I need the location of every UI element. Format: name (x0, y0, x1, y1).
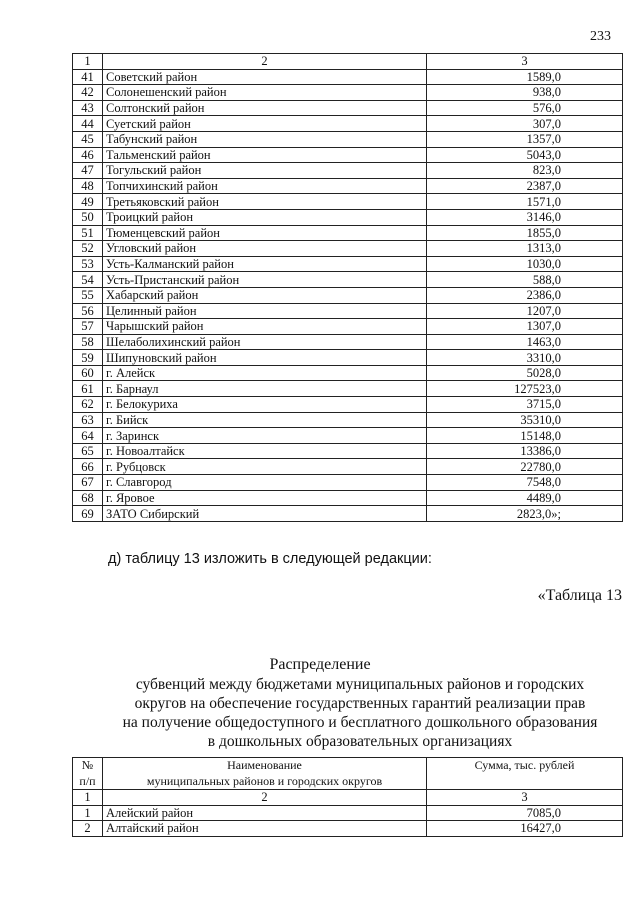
subtitle-line: в дошкольных образовательных организациях (207, 733, 513, 750)
row-number-cell: 61 (73, 381, 103, 397)
table-row (73, 163, 623, 179)
row-number-cell: 52 (73, 241, 103, 257)
row-number-cell: 63 (73, 412, 103, 428)
table-row (73, 241, 623, 257)
table-row (73, 428, 623, 444)
municipality-name-cell: Троицкий район (103, 209, 427, 225)
distribution-table (72, 757, 623, 837)
distribution-title: Распределение (269, 656, 371, 673)
municipality-name-cell: Усть-Калманский район (103, 256, 427, 272)
municipality-name-cell: Алейский район (103, 805, 427, 821)
header-number-cell (73, 758, 103, 790)
amount-cell: 1571,0 (427, 194, 623, 210)
table-row (73, 805, 623, 821)
table-row (73, 116, 623, 132)
amount-cell: 576,0 (427, 100, 623, 116)
municipality-name-cell: г. Славгород (103, 475, 427, 491)
amount-cell: 3715,0 (427, 397, 623, 413)
municipality-name-cell: Алтайский район (103, 821, 427, 837)
row-number-cell: 59 (73, 350, 103, 366)
municipality-name-cell: г. Бийск (103, 412, 427, 428)
row-number-cell: 53 (73, 256, 103, 272)
amount-cell: 13386,0 (427, 443, 623, 459)
amount-cell: 5043,0 (427, 147, 623, 163)
amount-cell: 3146,0 (427, 209, 623, 225)
row-number-cell: 58 (73, 334, 103, 350)
row-number-cell: 42 (73, 85, 103, 101)
row-number-cell: 60 (73, 365, 103, 381)
municipality-name-cell: Чарышский район (103, 319, 427, 335)
header-sum-cell (427, 758, 623, 790)
row-number-cell: 57 (73, 319, 103, 335)
row-number-cell: 45 (73, 131, 103, 147)
amount-cell: 588,0 (427, 272, 623, 288)
row-number-cell: 51 (73, 225, 103, 241)
table-row (73, 334, 623, 350)
row-number-cell: 2 (73, 821, 103, 837)
table-row (73, 365, 623, 381)
row-number-cell: 49 (73, 194, 103, 210)
table-row (73, 69, 623, 85)
amount-cell: 1589,0 (427, 69, 623, 85)
amount-cell: 15148,0 (427, 428, 623, 444)
column-number-cell: 3 (427, 54, 623, 70)
amount-cell: 307,0 (427, 116, 623, 132)
table-row (73, 303, 623, 319)
subtitle-line: округов на обеспечение государственных гарантий реализации прав (134, 695, 586, 712)
table-row (73, 319, 623, 335)
column-number-cell: 1 (73, 54, 103, 70)
table-column-numbers (73, 54, 623, 70)
header-text: п/п (79, 774, 96, 788)
column-number-cell: 2 (103, 790, 427, 806)
page-number: 233 (590, 29, 611, 44)
table-row (73, 443, 623, 459)
amount-cell: 1313,0 (427, 241, 623, 257)
municipality-name-cell: Тогульский район (103, 163, 427, 179)
row-number-cell: 48 (73, 178, 103, 194)
table-row (73, 287, 623, 303)
subtitle-line: субвенций между бюджетами муниципальных районов и городских (135, 676, 585, 693)
municipality-name-cell: г. Новоалтайск (103, 443, 427, 459)
subtitle-line: на получение общедоступного и бесплатного дошкольного образования (122, 714, 598, 731)
municipality-name-cell: Усть-Пристанский район (103, 272, 427, 288)
amount-cell: 1855,0 (427, 225, 623, 241)
table-row (73, 85, 623, 101)
amount-cell: 938,0 (427, 85, 623, 101)
amount-cell: 4489,0 (427, 490, 623, 506)
municipality-name-cell: Солтонский район (103, 100, 427, 116)
column-number-cell: 2 (103, 54, 427, 70)
distribution-subtitle (90, 675, 630, 751)
amount-cell: 1463,0 (427, 334, 623, 350)
municipality-name-cell: ЗАТО Сибирский (103, 506, 427, 522)
table-row (73, 256, 623, 272)
amount-cell: 1357,0 (427, 131, 623, 147)
table-row (73, 506, 623, 522)
municipality-name-cell: Третьяковский район (103, 194, 427, 210)
row-number-cell: 55 (73, 287, 103, 303)
table-column-numbers (73, 790, 623, 806)
header-text: Сумма, тыс. рублей (474, 758, 575, 772)
amount-cell: 7085,0 (427, 805, 623, 821)
row-number-cell: 46 (73, 147, 103, 163)
municipality-name-cell: Табунский район (103, 131, 427, 147)
table-row (73, 272, 623, 288)
row-number-cell: 62 (73, 397, 103, 413)
header-text: муниципальных районов и городских округов (146, 774, 383, 788)
row-number-cell: 41 (73, 69, 103, 85)
amount-cell: 35310,0 (427, 412, 623, 428)
municipality-name-cell: Угловский район (103, 241, 427, 257)
municipality-name-cell: Шипуновский район (103, 350, 427, 366)
table-row (73, 350, 623, 366)
amount-cell: 16427,0 (427, 821, 623, 837)
table-row (73, 225, 623, 241)
row-number-cell: 65 (73, 443, 103, 459)
table-row (73, 194, 623, 210)
row-number-cell: 66 (73, 459, 103, 475)
amount-cell: 2823,0»; (427, 506, 623, 522)
municipality-name-cell: г. Заринск (103, 428, 427, 444)
row-number-cell: 67 (73, 475, 103, 491)
municipality-name-cell: Шелаболихинский район (103, 334, 427, 350)
header-text: Наименование (227, 758, 302, 772)
amount-cell: 1030,0 (427, 256, 623, 272)
row-number-cell: 44 (73, 116, 103, 132)
municipality-name-cell: Советский район (103, 69, 427, 85)
table-label: «Таблица 13 (537, 587, 622, 604)
header-text: № (81, 758, 94, 772)
row-number-cell: 69 (73, 506, 103, 522)
column-number-cell: 1 (73, 790, 103, 806)
municipality-name-cell: Суетский район (103, 116, 427, 132)
municipality-name-cell: г. Белокуриха (103, 397, 427, 413)
table-row (73, 381, 623, 397)
row-number-cell: 50 (73, 209, 103, 225)
table-row (73, 412, 623, 428)
municipality-name-cell: г. Яровое (103, 490, 427, 506)
table-row (73, 459, 623, 475)
municipality-name-cell: г. Алейск (103, 365, 427, 381)
row-number-cell: 64 (73, 428, 103, 444)
table-row (73, 490, 623, 506)
column-number-cell: 3 (427, 790, 623, 806)
row-number-cell: 54 (73, 272, 103, 288)
table-row (73, 131, 623, 147)
amount-cell: 1307,0 (427, 319, 623, 335)
row-number-cell: 68 (73, 490, 103, 506)
table-row (73, 475, 623, 491)
municipality-name-cell: Солонешенский район (103, 85, 427, 101)
municipality-name-cell: Топчихинский район (103, 178, 427, 194)
row-number-cell: 56 (73, 303, 103, 319)
row-number-cell: 1 (73, 805, 103, 821)
table-row (73, 147, 623, 163)
amount-cell: 3310,0 (427, 350, 623, 366)
table-row (73, 397, 623, 413)
table-header-row (73, 758, 623, 790)
amount-cell: 2386,0 (427, 287, 623, 303)
municipality-name-cell: Целинный район (103, 303, 427, 319)
municipality-name-cell: Тальменский район (103, 147, 427, 163)
amount-cell: 7548,0 (427, 475, 623, 491)
row-number-cell: 43 (73, 100, 103, 116)
municipality-name-cell: Хабарский район (103, 287, 427, 303)
table-row (73, 178, 623, 194)
municipality-name-cell: г. Рубцовск (103, 459, 427, 475)
header-name-cell (103, 758, 427, 790)
subsidy-table-continued (72, 53, 623, 522)
amendment-paragraph: д) таблицу 13 изложить в следующей редакции: (108, 551, 432, 567)
table-row (73, 209, 623, 225)
amount-cell: 1207,0 (427, 303, 623, 319)
table-row (73, 100, 623, 116)
municipality-name-cell: Тюменцевский район (103, 225, 427, 241)
row-number-cell: 47 (73, 163, 103, 179)
amount-cell: 5028,0 (427, 365, 623, 381)
amount-cell: 22780,0 (427, 459, 623, 475)
municipality-name-cell: г. Барнаул (103, 381, 427, 397)
amount-cell: 823,0 (427, 163, 623, 179)
table-row (73, 821, 623, 837)
amount-cell: 2387,0 (427, 178, 623, 194)
amount-cell: 127523,0 (427, 381, 623, 397)
